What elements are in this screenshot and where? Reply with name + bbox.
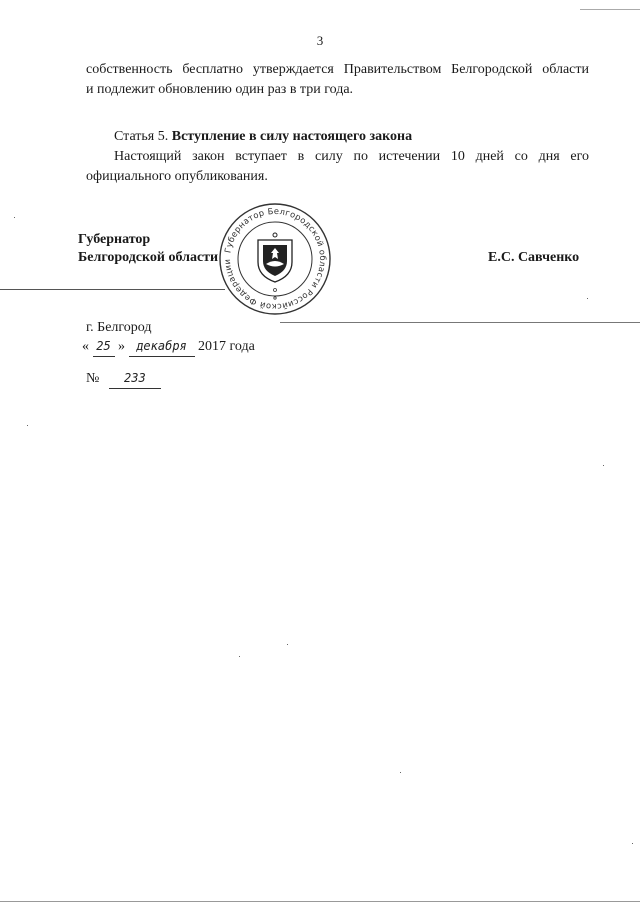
signatory-title-line: Губернатор	[78, 232, 151, 247]
scan-speck	[287, 644, 288, 645]
scan-speck	[239, 656, 240, 657]
article-heading	[86, 127, 589, 147]
signatory-title	[78, 231, 218, 267]
scan-speck	[603, 465, 604, 466]
page-number: 3	[316, 33, 324, 48]
scan-speck	[587, 298, 588, 299]
document-number	[86, 368, 286, 389]
paragraph-line: собственность бесплатно утверждается Правительством Белгородской области	[86, 62, 589, 77]
scan-speck	[632, 843, 633, 844]
scan-artifact-line	[0, 289, 225, 290]
article-title: Вступление в силу настоящего закона	[171, 129, 413, 144]
date-day: 25	[93, 336, 115, 357]
scan-speck	[14, 217, 15, 218]
article-body	[86, 147, 589, 187]
official-seal	[218, 198, 332, 320]
number-sign: №	[86, 371, 100, 386]
scan-speck	[400, 772, 401, 773]
scan-artifact-line	[0, 901, 640, 902]
scan-artifact-line	[280, 322, 640, 323]
date-open-quote: «	[82, 339, 89, 354]
paragraph-line: Настоящий закон вступает в силу по истечении 10 дней со дня его	[114, 149, 589, 164]
seal-text: Губернатор Белгородской области Российской Федерации	[221, 205, 329, 313]
article-number: Статья 5.	[114, 129, 169, 144]
coat-of-arms-icon	[258, 233, 292, 299]
number-value: 233	[109, 368, 161, 389]
paragraph-line: и подлежит обновлению один раз в три года.	[86, 82, 354, 97]
paragraph-continuation	[86, 60, 589, 100]
place-of-signing	[86, 318, 306, 338]
date-close-quote: »	[118, 339, 125, 354]
signing-date	[82, 336, 382, 357]
date-year: 2017 года	[198, 339, 255, 354]
paragraph-line: официального опубликования.	[86, 169, 268, 184]
signatory-title-line: Белгородской области	[78, 250, 219, 265]
signatory-name: Е.С. Савченко	[488, 250, 580, 265]
scan-speck	[27, 425, 28, 426]
scan-artifact-line	[580, 9, 640, 10]
date-month: декабря	[129, 336, 195, 357]
place-text: г. Белгород	[86, 320, 152, 335]
